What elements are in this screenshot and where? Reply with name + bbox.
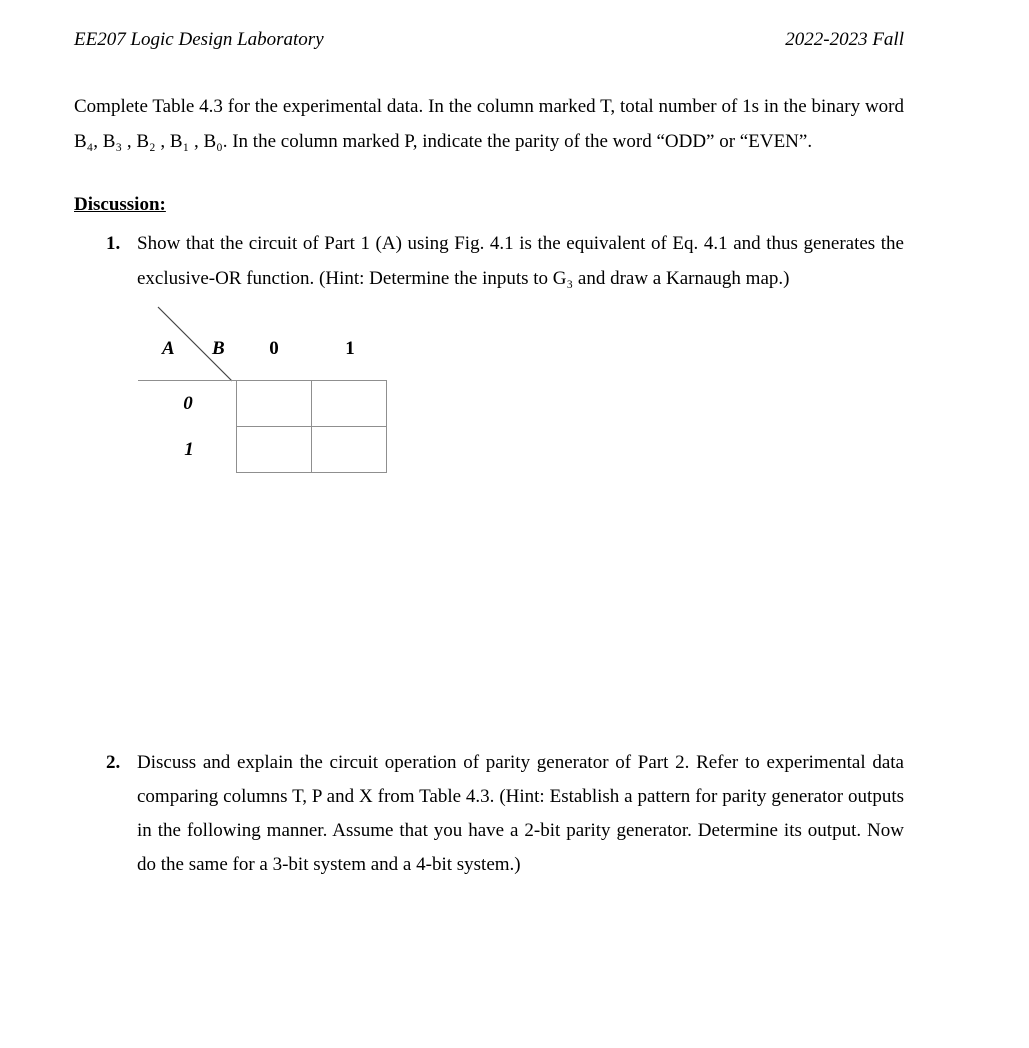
item-1-number: 1. [106,233,121,254]
item-2-number: 2. [106,752,121,773]
kmap-top-rule [138,380,237,381]
karnaugh-map [74,306,494,478]
discussion-item-1 [74,226,904,296]
kmap-cell-0-1 [312,381,387,427]
kmap-column-header-0: 0 [269,338,279,359]
document-header [74,28,904,52]
item-1-text: Show that the circuit of Part 1 (A) using Fig. 4.1 is the equivalent of Eq. 4.1 and thus generates the exclusive-OR function. (Hint: Determine the inputs to G₃ and draw a Karnaugh map.) [137,233,904,289]
term-label: 2022-2023 Fall [785,29,904,50]
kmap-column-header-1: 1 [345,338,355,359]
kmap-column-variable: B [212,338,225,359]
kmap-cell-1-0 [237,427,312,473]
kmap-grid-row [237,381,387,427]
kmap-cell-0-0 [237,381,312,427]
kmap-grid-row [237,427,387,473]
kmap-row-header-0: 0 [183,393,193,414]
intro-paragraph: Complete Table 4.3 for the experimental data. In the column marked T, total number of 1s in the binary word B₄, B₃ , B₂ , B₁ , B₀. In the column marked P, indicate the parity of the word “ODD” or “EVEN”. [74,96,904,152]
kmap-grid [236,380,387,473]
discussion-heading: Discussion: [74,194,166,215]
kmap-row-variable: A [162,338,175,359]
item-2-text: Discuss and explain the circuit operation of parity generator of Part 2. Refer to experimental data comparing columns T, P and X from Table 4.3. (Hint: Establish a pattern for parity generator outputs in the following manner. Assume that you have a 2-bit parity generator. Determine its output. Now do the same for a 3-bit system and a 4-bit system.) [137,752,904,875]
course-title: EE207 Logic Design Laboratory [74,29,324,50]
discussion-item-2 [74,746,904,882]
kmap-row-header-1: 1 [184,439,194,460]
kmap-cell-1-1 [312,427,387,473]
